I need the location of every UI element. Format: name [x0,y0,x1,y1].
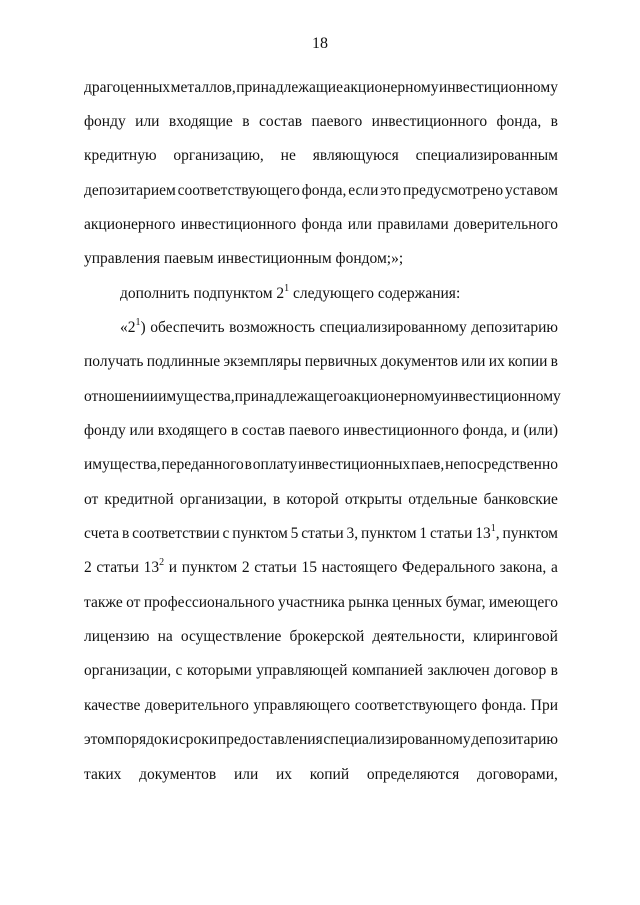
word: специализированному [323,731,471,748]
word: 5 [290,525,299,542]
page-number: 18 [312,35,328,52]
word: или [347,216,373,233]
word: их [275,766,293,783]
word: специализированному [319,319,467,336]
word: акционерному [343,79,439,96]
word: если [348,182,379,199]
word: определяются [366,766,460,783]
word: ценных [392,594,443,611]
text-line [120,317,558,339]
word: которой [286,491,339,508]
word: качестве [84,697,141,714]
word: сроки [178,731,218,748]
word: состав [259,113,303,130]
word: паевого [288,422,340,439]
word: обеспечить [150,319,225,336]
word: фонда [301,216,343,233]
word: правилами [377,216,449,233]
word: доверительного [144,697,249,714]
text-line [84,180,558,202]
text-line [84,695,558,717]
text-line [84,489,558,511]
word: непосредственно [445,456,558,473]
text-line [84,386,561,408]
word: пунктом [232,525,288,542]
word: состав [241,422,286,439]
text-line [84,145,558,167]
word: или [461,353,486,370]
word: в [230,422,239,439]
word: или [135,113,160,130]
word: соответствии [132,525,220,542]
word: доверительного [453,216,558,233]
word: закона, [499,559,547,576]
word: в [121,525,130,542]
word: деятельности, [372,628,466,645]
word: акционерному [346,388,442,405]
word: и [511,422,520,439]
word: настоящего [321,559,398,576]
word: имущества, [84,456,161,473]
word: статьи [254,559,297,576]
word: с [175,662,183,679]
word: в [244,456,252,473]
word: Федерального [402,559,496,576]
word: входящие [168,113,233,130]
word: отношении [84,388,159,405]
word: в [242,113,250,130]
word: копий [309,766,350,783]
text-line [84,351,558,373]
text-run: дополнить подпунктом 2 [120,285,285,302]
word: от [126,594,141,611]
word: принадлежащие [236,79,343,96]
word: организацию, [173,147,264,164]
text-line [84,764,558,786]
text-line [84,77,558,99]
text-line [84,557,558,579]
word: депозитарию [471,731,558,748]
word: в [272,491,281,508]
word: рынка [348,594,389,611]
superscript: 1 [135,316,141,328]
text-run: следующего содержания: [289,285,461,302]
word: оплату [252,456,298,473]
word: фонда, [301,182,347,199]
word: порядок [115,731,170,748]
word: компанией [352,662,423,679]
word: осуществление [180,628,282,645]
word: подлинные [146,353,221,370]
word: бумаг, [445,594,486,611]
word: и [169,731,179,748]
word: управляющей [256,662,348,679]
word: договор [494,662,547,679]
word: $13^1$, [475,522,500,542]
word: и [168,559,178,576]
word: кредитной [104,491,174,508]
word: пунктом [502,525,558,542]
word: первичных [304,353,378,370]
text-line [84,626,558,648]
word: договорами, [476,766,558,783]
word: депозитарию [471,319,558,336]
word: статьи [429,525,473,542]
text-line [84,420,558,442]
text-line [84,729,558,751]
word: фонда, [462,422,508,439]
text-line [84,592,558,614]
word: организации, [84,662,172,679]
word: входящего [157,422,228,439]
word: фонда. [481,697,527,714]
text-line [84,454,558,476]
word: инвестиционного [371,113,488,130]
word: таких [84,766,122,783]
word: или [129,422,154,439]
word: соответствующего [354,697,478,714]
word: «$2^1$) [120,316,146,336]
word: не [280,147,296,164]
word: на [157,628,173,645]
word: статьи [301,525,344,542]
word: фонду [84,113,126,130]
superscript: 1 [490,522,496,534]
word: профессионального [143,594,275,611]
word: счета [84,525,120,542]
word: документов [139,766,217,783]
word: уставом [504,182,558,199]
word: $13^2$ [143,556,165,576]
word: инвестиционному [438,79,558,96]
word: 2 [241,559,250,576]
word: лицензию [84,628,150,645]
word: экземпляры [223,353,302,370]
word: имеющего [488,594,558,611]
word: статьи [96,559,139,576]
word: инвестиционного [343,422,459,439]
word: предоставления [217,731,323,748]
text-line [84,214,558,236]
word: открыты [344,491,403,508]
word: (или) [523,422,558,439]
word: или [233,766,259,783]
word: в [550,113,558,130]
text-line [120,283,558,305]
word: это [380,182,402,199]
word: их [488,353,505,370]
word: 2 [84,559,92,576]
word: возможность [229,319,315,336]
word: клиринговой [473,628,558,645]
word: специализированным [415,147,558,164]
word: инвестиционных [298,456,411,473]
text-run: управления паевым инвестиционным фондом;»; [84,250,404,267]
word: также [84,594,123,611]
word: 3, [346,525,359,542]
superscript: 2 [159,556,165,568]
word: пунктом [361,525,417,542]
word: инвестиционного [180,216,297,233]
word: драгоценных [84,79,171,96]
word: кредитную [84,147,157,164]
text-line [84,523,558,545]
word: а [550,559,558,576]
word: депозитарием [84,182,176,199]
word: брокерской [289,628,365,645]
word: принадлежащего [234,388,347,405]
word: являющуюся [312,147,399,164]
word: переданного [161,456,244,473]
word: паев, [411,456,445,473]
text-line [84,248,558,270]
superscript: 1 [284,282,290,294]
word: При [530,697,558,714]
word: документов [380,353,458,370]
word: с [222,525,230,542]
word: управляющего [253,697,351,714]
word: инвестиционному [441,388,561,405]
word: предусмотрено [402,182,504,199]
word: пунктом [181,559,238,576]
word: 15 [301,559,317,576]
text-line [84,660,558,682]
word: участника [278,594,345,611]
word: акционерного [84,216,176,233]
word: паевого [311,113,363,130]
text-line [84,111,558,133]
word: которыми [186,662,252,679]
word: фонду [84,422,126,439]
word: фонда, [496,113,542,130]
word: соответствующего [177,182,300,199]
word: банковские [483,491,558,508]
word: металлов, [170,79,236,96]
word: заключен [427,662,490,679]
word: в [550,662,558,679]
word: отдельные [408,491,478,508]
word: копии [508,353,548,370]
word: в [550,353,558,370]
word: от [84,491,99,508]
word: организации, [179,491,267,508]
word: имущества, [158,388,235,405]
word: 1 [419,525,428,542]
word: этом [84,731,115,748]
word: получать [84,353,144,370]
